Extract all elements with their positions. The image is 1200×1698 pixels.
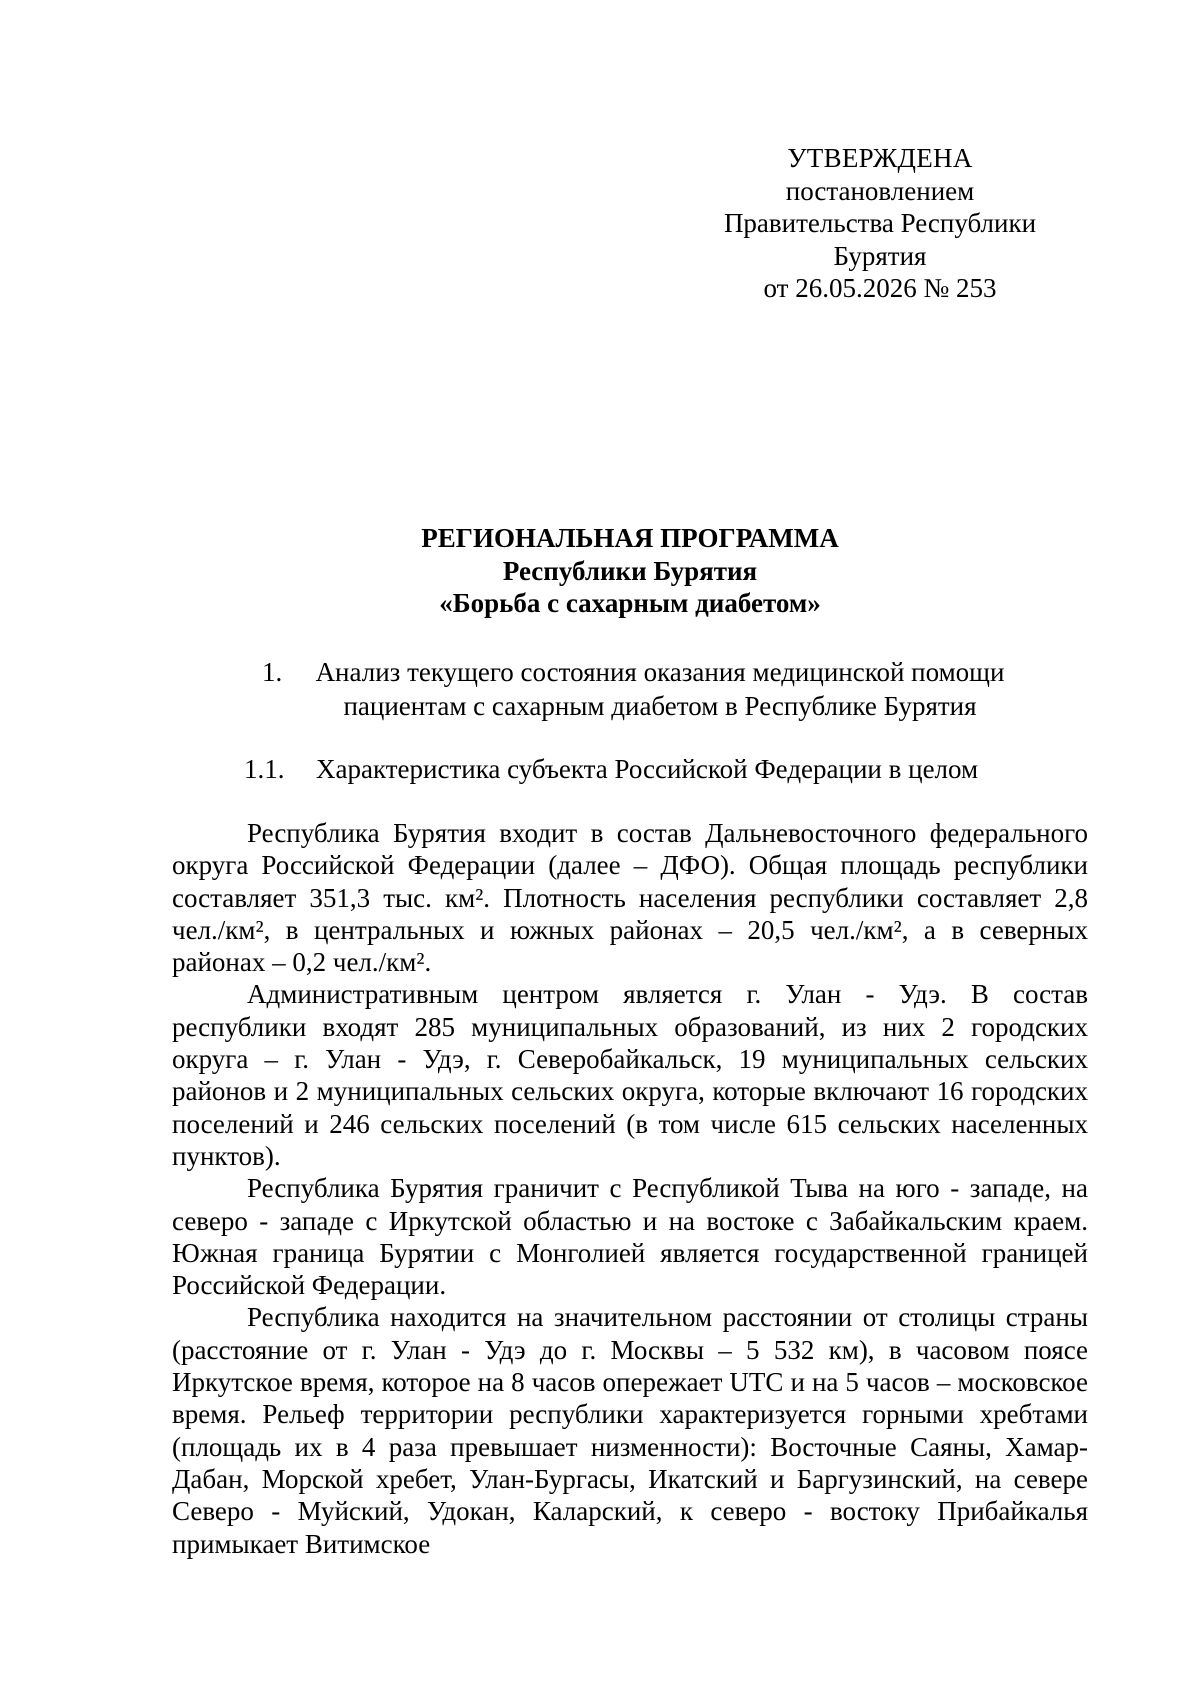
title-line: Республики Бурятия bbox=[502, 555, 758, 586]
approval-date: от 26.05.2026 № 253 bbox=[763, 273, 997, 303]
paragraph: Республика Бурятия граничит с Республикой Тыва на юго - западе, на северо - западе с Иркутской областью и на востоке с Забайкальским краем. Южная граница Бурятии с Монголией является государственной границей Российской Федерации. bbox=[172, 1173, 1088, 1301]
body-text bbox=[172, 817, 1088, 1560]
section-number: 1.1. bbox=[244, 754, 285, 784]
section-heading-1 bbox=[262, 655, 1062, 723]
approval-title: УТВЕРЖДЕНА bbox=[787, 143, 973, 173]
section-heading-1-1 bbox=[244, 752, 978, 786]
approval-line: постановлением bbox=[785, 175, 975, 206]
section-heading-text: Анализ текущего состояния оказания медицинской помощи пациентам с сахарным диабетом в Республике Бурятия bbox=[315, 657, 1005, 721]
section-number: 1. bbox=[262, 657, 283, 687]
document-title bbox=[200, 522, 1060, 620]
paragraph: Административным центром является г. Улан - Удэ. В состав республики входят 285 муниципальных образований, из них 2 городских округа – г. Улан - Удэ, г. Северобайкальск, 19 муниципальных сельских районов и 2 муниципальных сельских округа, которые включают 16 городских поселений и 246 сельских поселений (в том числе 615 сельских населенных пунктов). bbox=[172, 979, 1088, 1171]
approval-line: Правительства Республики bbox=[723, 208, 1037, 238]
section-heading-text: Характеристика субъекта Российской Федерации в целом bbox=[316, 754, 979, 784]
approval-stamp bbox=[680, 142, 1080, 305]
paragraph: Республика находится на значительном расстоянии от столицы страны (расстояние от г. Улан - Удэ до г. Москвы – 5 532 км), в часовом поясе Иркутское время, которое на 8 часов опережает UTC и на 5 часов – московское время. Рельеф территории республики характеризуется горными хребтами (площадь их в 4 раза превышает низменности): Восточные Саяны, Хамар-Дабан, Морской хребет, Улан-Бургасы, Икатский и Баргузинский, на севере Северо - Муйский, Удокан, Каларский, к северо - востоку Прибайкалья примыкает Витимское bbox=[172, 1302, 1088, 1559]
title-line: «Борьба с сахарным диабетом» bbox=[439, 588, 821, 618]
approval-line: Бурятия bbox=[833, 240, 927, 271]
paragraph: Республика Бурятия входит в состав Дальневосточного федерального округа Российской Федерации (далее – ДФО). Общая площадь республики составляет 351,3 тыс. км². Плотность населения республики составляет 2,8 чел./км², в центральных и южных районах – 20,5 чел./км², а в северных районах – 0,2 чел./км². bbox=[172, 818, 1088, 978]
title-line: РЕГИОНАЛЬНАЯ ПРОГРАММА bbox=[421, 523, 839, 553]
